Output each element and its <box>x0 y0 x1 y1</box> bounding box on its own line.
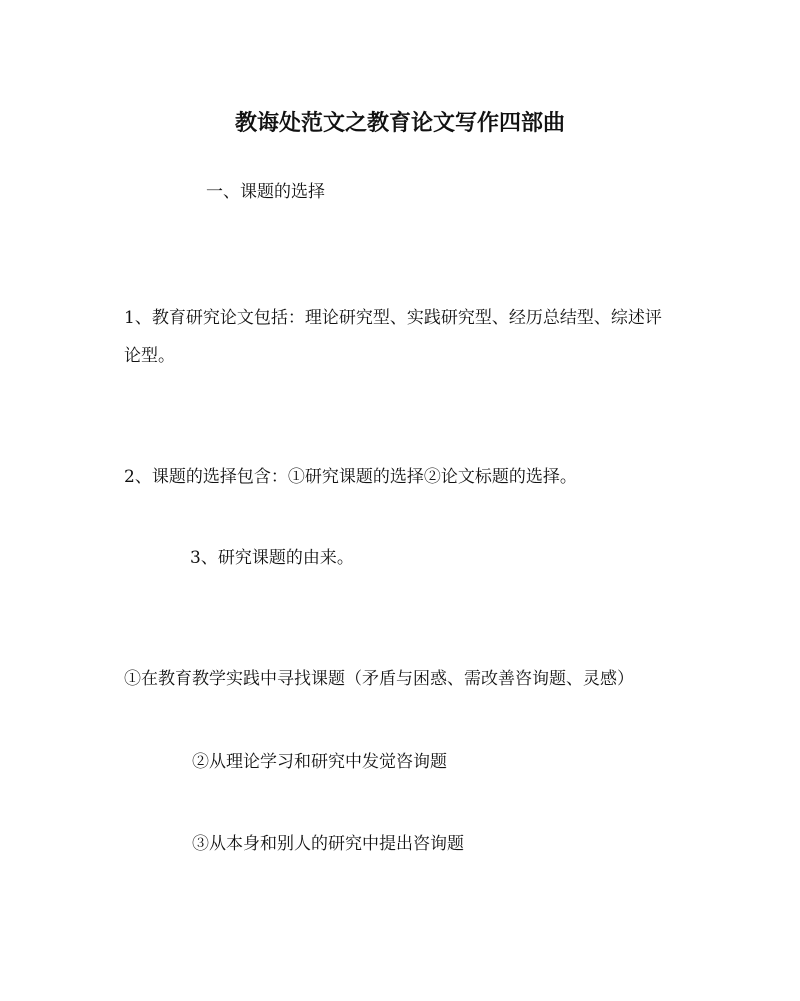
paragraph-2: 2、课题的选择包含：①研究课题的选择②论文标题的选择。 <box>124 467 577 487</box>
document-title: 教诲处范文之教育论文写作四部曲 <box>234 110 565 136</box>
paragraph-1: 1、教育研究论文包括：理论研究型、实践研究型、经历总结型、综述评论型。 <box>124 308 662 366</box>
section-heading: 一、课题的选择 <box>206 182 325 202</box>
paragraph-4: ①在教育教学实践中寻找课题（矛盾与困惑、需改善咨询题、灵感） <box>124 669 634 689</box>
paragraph-5: ②从理论学习和研究中发觉咨询题 <box>192 752 447 772</box>
paragraph-6: ③从本身和别人的研究中提出咨询题 <box>192 834 464 854</box>
paragraph-3: 3、研究课题的由来。 <box>190 548 354 568</box>
